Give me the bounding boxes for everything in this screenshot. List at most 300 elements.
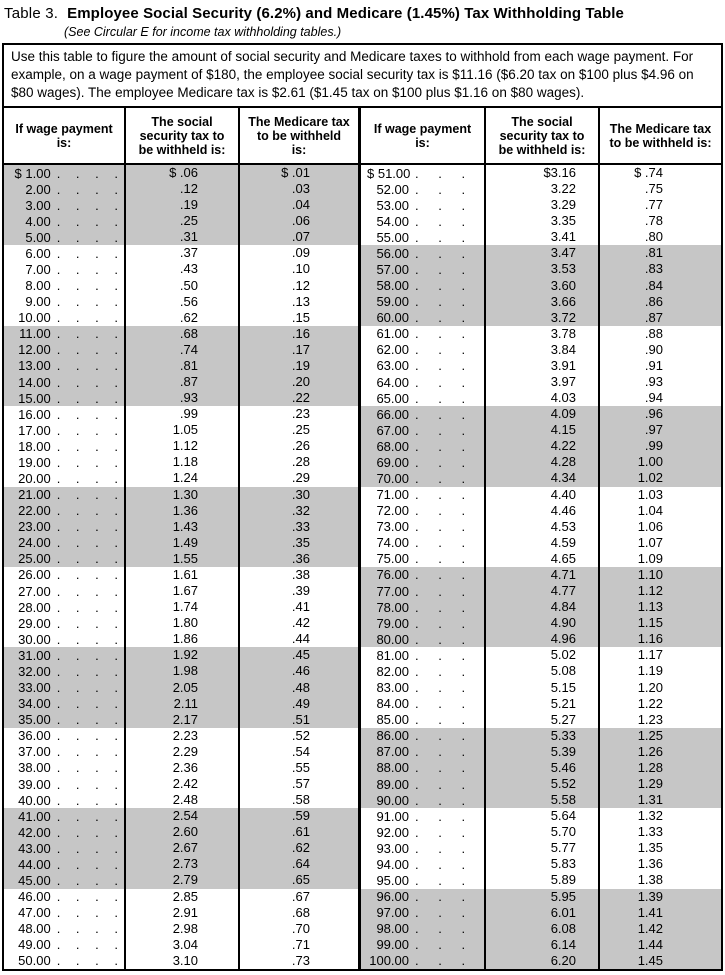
- dot-leader: . . . .: [56, 583, 124, 599]
- wage-value: 93.00: [376, 840, 409, 856]
- tax-value: 2.05: [172, 679, 198, 695]
- wage-value: 85.00: [376, 712, 409, 728]
- tax-value: 1.49: [172, 534, 198, 550]
- tax-value: .39: [291, 583, 310, 599]
- dot-leader: . . . .: [56, 165, 124, 181]
- dot-leader: . . .: [415, 921, 474, 937]
- ss-tax-cell: [486, 197, 600, 213]
- tax-value: 2.17: [172, 711, 198, 727]
- ss-tax-cell: [486, 921, 600, 937]
- medicare-tax-cell: [600, 953, 721, 969]
- wage-value: 64.00: [376, 374, 409, 390]
- tax-value: .67: [291, 888, 310, 904]
- medicare-tax-cell: [600, 696, 721, 712]
- wage-cell: [4, 390, 126, 406]
- dot-leader: . . . .: [56, 567, 124, 583]
- wage-value: 25.00: [18, 551, 51, 567]
- dot-leader: . . .: [415, 374, 474, 390]
- medicare-tax-cell: [240, 519, 361, 535]
- medicare-tax-cell: [240, 229, 361, 245]
- wage-cell: [4, 599, 126, 615]
- ss-tax-cell: [126, 921, 240, 937]
- dot-leader: . . . .: [56, 310, 124, 326]
- tax-value: .30: [291, 486, 310, 502]
- wage-cell: [4, 422, 126, 438]
- wage-value: 35.00: [18, 712, 51, 728]
- tax-value: .77: [644, 197, 663, 213]
- tax-value: .49: [291, 695, 310, 711]
- dot-leader: . . . .: [56, 921, 124, 937]
- ss-tax-cell: [486, 181, 600, 197]
- tax-value: 1.04: [637, 502, 663, 518]
- tax-value: 1.38: [637, 872, 663, 888]
- tax-value: 1.02: [637, 470, 663, 486]
- wage-value: 2.00: [25, 181, 51, 197]
- dot-leader: . . .: [415, 438, 474, 454]
- dot-leader: . . .: [415, 760, 474, 776]
- wage-value: 21.00: [18, 487, 51, 503]
- wage-value: 48.00: [18, 921, 51, 937]
- tax-value: 1.18: [172, 454, 198, 470]
- ss-tax-cell: [126, 567, 240, 583]
- tax-value: 1.28: [637, 759, 663, 775]
- dot-leader: . . . .: [56, 663, 124, 679]
- tax-value: 1.05: [172, 422, 198, 438]
- dot-leader: . . . .: [56, 519, 124, 535]
- tax-value: 1.29: [637, 775, 663, 791]
- tax-value: 3.29: [550, 197, 576, 213]
- intro-text: Use this table to figure the amount of social security and Medicare taxes to withhold from each wage payment. For example, on a wage payment of $180, the employee social security tax is $11.16 ($6.20 tax on $100 plus $4.96 on $80 wages). The employee Medicare tax is $2.61 ($1.45 tax on $100 plus $1.16 on $80 wages).: [11, 49, 694, 100]
- dot-leader: . . .: [415, 245, 474, 261]
- wage-value: 91.00: [376, 808, 409, 824]
- wage-cell: [361, 631, 486, 647]
- tax-value: 5.21: [550, 695, 576, 711]
- medicare-tax-cell: [600, 840, 721, 856]
- ss-tax-cell: [486, 342, 600, 358]
- wage-cell: [361, 374, 486, 390]
- ss-tax-cell: [126, 905, 240, 921]
- tax-value: .81: [644, 245, 663, 261]
- tax-value: .32: [291, 502, 310, 518]
- ss-tax-cell: [486, 551, 600, 567]
- tax-value: $3.16: [543, 165, 576, 180]
- medicare-tax-cell: [240, 760, 361, 776]
- tax-value: .12: [291, 277, 310, 293]
- tax-value: 3.41: [550, 229, 576, 245]
- tax-value: 1.17: [637, 647, 663, 663]
- ss-tax-cell: [486, 165, 600, 181]
- wage-cell: [4, 294, 126, 310]
- header-medicare-right: The Medicare tax to be withheld is:: [600, 108, 721, 165]
- ss-tax-cell: [486, 503, 600, 519]
- medicare-tax-cell: [600, 824, 721, 840]
- ss-tax-cell: [126, 728, 240, 744]
- dot-leader: . . . .: [56, 551, 124, 567]
- medicare-tax-cell: [240, 503, 361, 519]
- wage-value: 86.00: [376, 728, 409, 744]
- ss-tax-cell: [126, 519, 240, 535]
- medicare-tax-cell: [240, 310, 361, 326]
- tax-value: 5.64: [550, 808, 576, 824]
- dot-leader: . . .: [415, 535, 474, 551]
- tax-value: .80: [644, 229, 663, 245]
- dot-leader: . . .: [415, 262, 474, 277]
- wage-cell: [361, 358, 486, 374]
- tax-value: 1.10: [637, 566, 663, 582]
- ss-tax-cell: [126, 680, 240, 696]
- wage-cell: [361, 390, 486, 406]
- tax-value: .75: [644, 181, 663, 197]
- medicare-tax-cell: [240, 889, 361, 905]
- wage-value: 24.00: [18, 535, 51, 551]
- dot-leader: . . .: [415, 422, 474, 438]
- wage-value: 62.00: [376, 342, 409, 358]
- tax-value: 1.86: [172, 631, 198, 647]
- medicare-tax-cell: [600, 229, 721, 245]
- dot-leader: . . .: [415, 905, 474, 921]
- ss-tax-cell: [126, 181, 240, 197]
- ss-tax-cell: [486, 261, 600, 277]
- medicare-tax-cell: [600, 647, 721, 663]
- dot-leader: . . .: [415, 824, 474, 840]
- tax-value: 2.85: [172, 888, 198, 904]
- wage-value: 14.00: [18, 374, 51, 390]
- tax-value: 3.47: [550, 245, 576, 261]
- medicare-tax-cell: [600, 438, 721, 454]
- wage-value: 60.00: [376, 310, 409, 326]
- medicare-tax-cell: [240, 680, 361, 696]
- medicare-tax-cell: [600, 728, 721, 744]
- wage-value: 28.00: [18, 599, 51, 615]
- medicare-tax-cell: [600, 294, 721, 310]
- wage-cell: [361, 567, 486, 583]
- tax-value: .91: [644, 357, 663, 373]
- dot-leader: . . . .: [56, 374, 124, 390]
- ss-tax-cell: [486, 712, 600, 728]
- medicare-tax-cell: [600, 551, 721, 567]
- wage-cell: [361, 454, 486, 470]
- wage-cell: [4, 696, 126, 712]
- wage-value: 99.00: [376, 937, 409, 953]
- medicare-tax-cell: [240, 872, 361, 888]
- medicare-tax-cell: [240, 197, 361, 213]
- tax-value: 3.72: [550, 309, 576, 325]
- medicare-tax-cell: [600, 905, 721, 921]
- wage-value: 39.00: [18, 776, 51, 792]
- dot-leader: . . . .: [56, 326, 124, 342]
- dot-leader: . . .: [415, 390, 474, 406]
- dot-leader: . . . .: [56, 728, 124, 744]
- wage-value: 5.00: [25, 229, 51, 245]
- tax-value: .43: [179, 261, 198, 277]
- tax-value: 1.12: [172, 438, 198, 454]
- tax-value: .46: [291, 663, 310, 679]
- ss-tax-cell: [486, 599, 600, 615]
- wage-cell: [361, 921, 486, 937]
- tax-value: .22: [291, 390, 310, 406]
- wage-cell: [361, 342, 486, 358]
- dot-leader: . . . .: [56, 872, 124, 888]
- wage-cell: [4, 760, 126, 776]
- header-medicare-left: The Medicare tax to be withheld is:: [240, 108, 361, 165]
- wage-cell: [4, 165, 126, 181]
- dot-leader: . . . .: [56, 631, 124, 647]
- ss-tax-cell: [486, 872, 600, 888]
- dot-leader: . . .: [415, 937, 474, 953]
- wage-value: 80.00: [376, 631, 409, 647]
- medicare-tax-cell: [600, 856, 721, 872]
- medicare-tax-cell: [600, 663, 721, 679]
- medicare-tax-cell: [600, 422, 721, 438]
- wage-value: 31.00: [18, 647, 51, 663]
- ss-tax-cell: [126, 422, 240, 438]
- dot-leader: . . . .: [56, 422, 124, 438]
- wage-value: 3.00: [25, 197, 51, 213]
- medicare-tax-cell: [600, 599, 721, 615]
- wage-value: 84.00: [376, 696, 409, 712]
- wage-cell: [361, 229, 486, 245]
- wage-cell: [4, 583, 126, 599]
- dot-leader: . . .: [415, 889, 474, 905]
- ss-tax-cell: [126, 294, 240, 310]
- tax-value: 2.36: [172, 759, 198, 775]
- tax-value: .45: [291, 647, 310, 663]
- wage-cell: [4, 310, 126, 326]
- tax-value: .56: [179, 293, 198, 309]
- medicare-tax-cell: [600, 535, 721, 551]
- tax-value: 1.39: [637, 888, 663, 904]
- tax-value: 4.90: [550, 615, 576, 631]
- wage-cell: [4, 326, 126, 342]
- dot-leader: . . .: [415, 776, 474, 792]
- medicare-tax-cell: [240, 696, 361, 712]
- dot-leader: . . . .: [56, 680, 124, 696]
- tax-value: 2.67: [172, 840, 198, 856]
- medicare-tax-cell: [240, 278, 361, 294]
- dot-leader: . . .: [415, 294, 474, 310]
- wage-cell: [4, 358, 126, 374]
- wage-value: 12.00: [18, 342, 51, 358]
- wage-value: 79.00: [376, 615, 409, 631]
- wage-cell: [4, 213, 126, 229]
- tax-value: 5.27: [550, 711, 576, 727]
- dot-leader: . . .: [415, 744, 474, 760]
- dot-leader: . . . .: [56, 471, 124, 487]
- ss-tax-cell: [126, 406, 240, 422]
- tax-value: 2.79: [172, 872, 198, 888]
- tax-value: 2.60: [172, 824, 198, 840]
- ss-tax-cell: [126, 583, 240, 599]
- dot-leader: . . . .: [56, 262, 124, 277]
- dot-leader: . . . .: [56, 937, 124, 953]
- medicare-tax-cell: [600, 712, 721, 728]
- ss-tax-cell: [486, 824, 600, 840]
- medicare-tax-cell: [240, 422, 361, 438]
- ss-tax-cell: [126, 470, 240, 486]
- wage-cell: [4, 808, 126, 824]
- medicare-tax-cell: [240, 953, 361, 969]
- ss-tax-cell: [126, 840, 240, 856]
- page-title: Employee Social Security (6.2%) and Medicare (1.45%) Tax Withholding Table: [67, 5, 624, 22]
- medicare-tax-cell: [600, 245, 721, 261]
- dot-leader: . . .: [415, 728, 474, 744]
- dot-leader: . . . .: [56, 358, 124, 374]
- table-title: [2, 0, 723, 22]
- wage-value: 63.00: [376, 358, 409, 374]
- tax-value: 1.26: [637, 743, 663, 759]
- wage-value: 90.00: [376, 792, 409, 808]
- wage-value: 73.00: [376, 519, 409, 535]
- dot-leader: . . . .: [56, 856, 124, 872]
- dot-leader: . . .: [415, 503, 474, 519]
- wage-value: 92.00: [376, 824, 409, 840]
- wage-value: 46.00: [18, 889, 51, 905]
- wage-cell: [4, 728, 126, 744]
- wage-value: 68.00: [376, 438, 409, 454]
- ss-tax-cell: [486, 487, 600, 503]
- dot-leader: . . . .: [56, 181, 124, 197]
- wage-cell: [361, 487, 486, 503]
- medicare-tax-cell: [600, 470, 721, 486]
- wage-cell: [361, 680, 486, 696]
- wage-value: 82.00: [376, 663, 409, 679]
- tax-value: 1.20: [637, 679, 663, 695]
- tax-value: .96: [644, 406, 663, 422]
- ss-tax-cell: [486, 213, 600, 229]
- tax-value: .03: [291, 181, 310, 197]
- ss-tax-cell: [126, 487, 240, 503]
- ss-tax-cell: [486, 278, 600, 294]
- ss-tax-cell: [126, 631, 240, 647]
- tax-value: .35: [291, 534, 310, 550]
- wage-cell: [4, 856, 126, 872]
- tax-value: .13: [291, 293, 310, 309]
- wage-value: 29.00: [18, 615, 51, 631]
- tax-value: 1.07: [637, 534, 663, 550]
- tax-value: 1.41: [637, 904, 663, 920]
- ss-tax-cell: [126, 744, 240, 760]
- tax-value: 1.25: [637, 727, 663, 743]
- wage-value: 76.00: [376, 567, 409, 583]
- ss-tax-cell: [486, 567, 600, 583]
- wage-cell: [4, 776, 126, 792]
- dot-leader: . . .: [415, 342, 474, 358]
- dot-leader: . . .: [415, 551, 474, 567]
- tax-value: .74: [179, 341, 198, 357]
- wage-cell: [361, 776, 486, 792]
- dot-leader: . . . .: [56, 824, 124, 840]
- tax-value: .81: [179, 357, 198, 373]
- dot-leader: . . .: [415, 358, 474, 374]
- tax-value: .41: [291, 599, 310, 615]
- tax-value: .52: [291, 727, 310, 743]
- tax-value: .50: [179, 277, 198, 293]
- wage-value: 72.00: [376, 503, 409, 519]
- wage-cell: [361, 165, 486, 181]
- tax-value: 4.71: [550, 566, 576, 582]
- tax-value: $ .74: [634, 165, 663, 180]
- ss-tax-cell: [126, 278, 240, 294]
- wage-cell: [361, 213, 486, 229]
- dot-leader: . . .: [415, 953, 474, 969]
- wage-cell: [4, 663, 126, 679]
- tax-value: 5.33: [550, 727, 576, 743]
- tax-value: .83: [644, 261, 663, 277]
- wage-value: 61.00: [376, 326, 409, 342]
- ss-tax-cell: [126, 326, 240, 342]
- tax-value: .68: [179, 325, 198, 341]
- tax-value: 5.15: [550, 679, 576, 695]
- wage-value: 42.00: [18, 824, 51, 840]
- medicare-tax-cell: [600, 390, 721, 406]
- dot-leader: . . .: [415, 326, 474, 342]
- ss-tax-cell: [126, 824, 240, 840]
- medicare-tax-cell: [240, 921, 361, 937]
- table-subtitle: (See Circular E for income tax withholding tables.): [64, 25, 342, 39]
- wage-cell: [361, 278, 486, 294]
- tax-value: 3.53: [550, 261, 576, 277]
- dot-leader: . . .: [415, 631, 474, 647]
- tax-value: 4.77: [550, 583, 576, 599]
- ss-tax-cell: [126, 663, 240, 679]
- wage-cell: [361, 535, 486, 551]
- medicare-tax-cell: [240, 245, 361, 261]
- medicare-tax-cell: [240, 406, 361, 422]
- tax-value: .90: [644, 341, 663, 357]
- tax-value: .23: [291, 406, 310, 422]
- tax-value: .33: [291, 518, 310, 534]
- ss-tax-cell: [126, 213, 240, 229]
- wage-cell: [361, 696, 486, 712]
- dot-leader: . . . .: [56, 487, 124, 503]
- medicare-tax-cell: [600, 615, 721, 631]
- tax-value: 2.73: [172, 856, 198, 872]
- tax-value: 4.53: [550, 518, 576, 534]
- tax-value: 4.28: [550, 454, 576, 470]
- ss-tax-cell: [486, 615, 600, 631]
- medicare-tax-cell: [240, 824, 361, 840]
- tax-value: .97: [644, 422, 663, 438]
- wage-cell: [4, 342, 126, 358]
- wage-cell: [361, 712, 486, 728]
- ss-tax-cell: [126, 792, 240, 808]
- dot-leader: . . .: [415, 487, 474, 503]
- tax-value: 3.78: [550, 325, 576, 341]
- tax-value: 5.46: [550, 759, 576, 775]
- ss-tax-cell: [486, 422, 600, 438]
- wage-cell: [361, 438, 486, 454]
- dot-leader: . . . .: [56, 294, 124, 310]
- wage-value: 27.00: [18, 583, 51, 599]
- ss-tax-cell: [486, 728, 600, 744]
- ss-tax-cell: [486, 776, 600, 792]
- dot-leader: . . .: [415, 278, 474, 294]
- dot-leader: . . . .: [56, 438, 124, 454]
- tax-value: 4.34: [550, 470, 576, 486]
- wage-value: 89.00: [376, 776, 409, 792]
- tax-value: $ .06: [169, 165, 198, 180]
- tax-value: .16: [291, 325, 310, 341]
- dot-leader: . . . .: [56, 390, 124, 406]
- tax-value: 1.98: [172, 663, 198, 679]
- dot-leader: . . .: [415, 872, 474, 888]
- ss-tax-cell: [486, 744, 600, 760]
- tax-value: 1.43: [172, 518, 198, 534]
- wage-cell: [361, 326, 486, 342]
- wage-cell: [361, 840, 486, 856]
- wage-cell: [361, 905, 486, 921]
- tax-value: .07: [291, 229, 310, 245]
